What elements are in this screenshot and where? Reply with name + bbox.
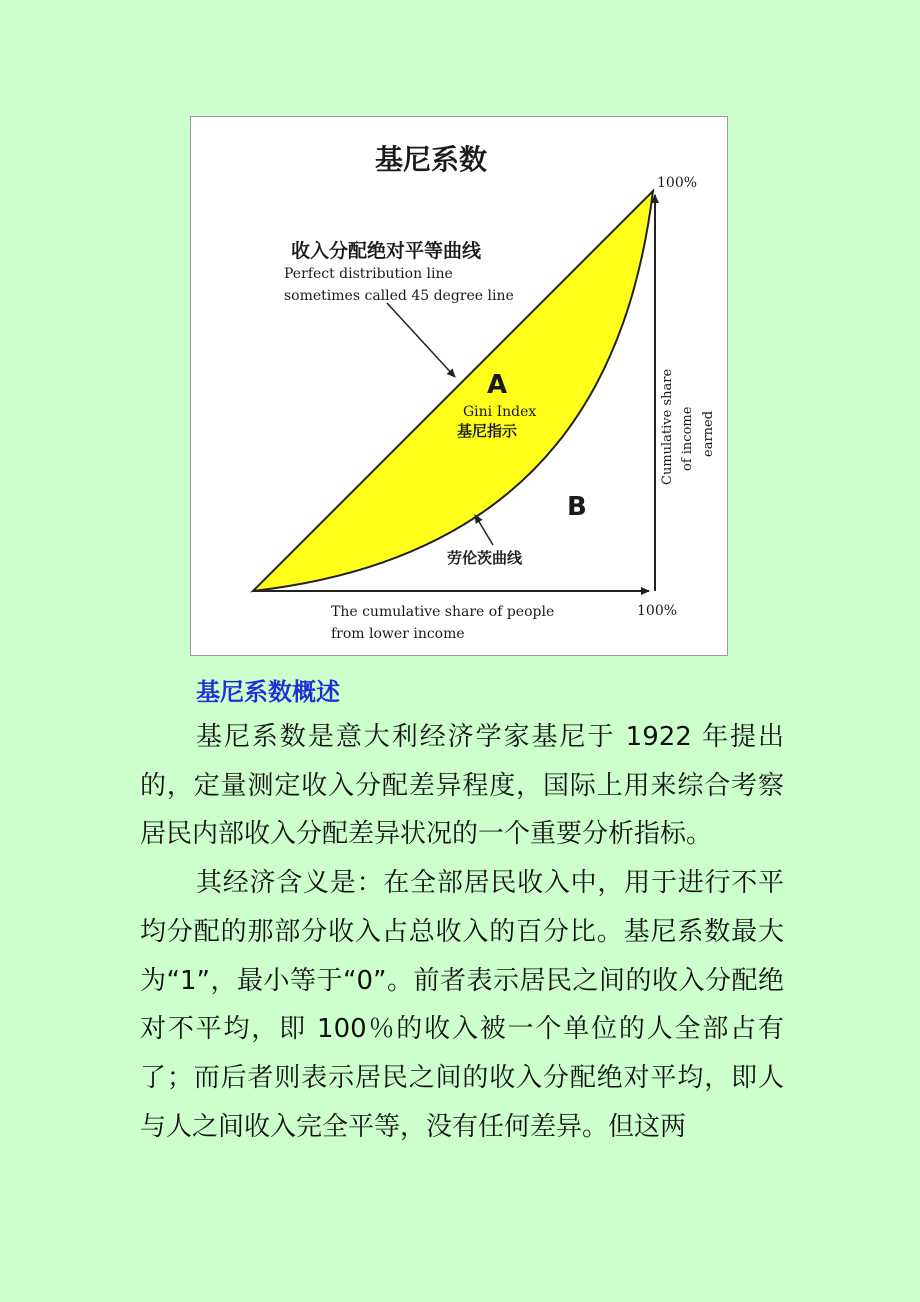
y-axis-label-3: earned <box>701 410 716 457</box>
lorenz-curve-pointer-arrow <box>475 515 493 545</box>
right-percent-label: 100% <box>637 603 678 619</box>
paragraph-2: 其经济含义是：在全部居民收入中，用于进行不平均分配的那部分收入占总收入的百分比。基尼系数最大为“1”，最小等于“0”。前者表示居民之间的收入分配绝对不平均，即 100％的收入被一个单位的人全部占有了；而后者则表示居民之间的收入分配绝对平均，即人与人之间收入完全平等，没有任何差异。但这两 <box>140 868 784 1142</box>
lorenz-curve-label: 劳伦茨曲线 <box>447 549 523 567</box>
figure-title: 基尼系数 <box>375 143 488 176</box>
top-percent-label: 100% <box>657 175 698 191</box>
equality-line-pointer-arrow <box>387 303 455 377</box>
gini-index-label-en: Gini Index <box>463 404 537 420</box>
x-axis-label-2: from lower income <box>331 626 465 642</box>
gini-diagram <box>190 116 728 656</box>
gini-diagram-svg <box>191 117 729 657</box>
gini-index-label-cn: 基尼指示 <box>457 422 518 440</box>
area-b-label: B <box>567 492 587 522</box>
equality-line-label-en-1: Perfect distribution line <box>284 266 453 282</box>
body-text <box>140 713 784 1151</box>
area-a-label: A <box>487 370 508 400</box>
y-axis-label-1: Cumulative share <box>660 368 675 485</box>
y-axis-label-2: of income <box>680 406 695 471</box>
equality-line-label-cn: 收入分配绝对平等曲线 <box>291 240 482 262</box>
equality-line-label-en-2: sometimes called 45 degree line <box>284 288 514 304</box>
section-heading: 基尼系数概述 <box>196 678 340 706</box>
x-axis-label-1: The cumulative share of people <box>331 604 555 620</box>
paragraph-1: 基尼系数是意大利经济学家基尼于 1922 年提出的，定量测定收入分配差异程度，国际上用来综合考察居民内部收入分配差异状况的一个重要分析指标。 <box>140 722 784 850</box>
